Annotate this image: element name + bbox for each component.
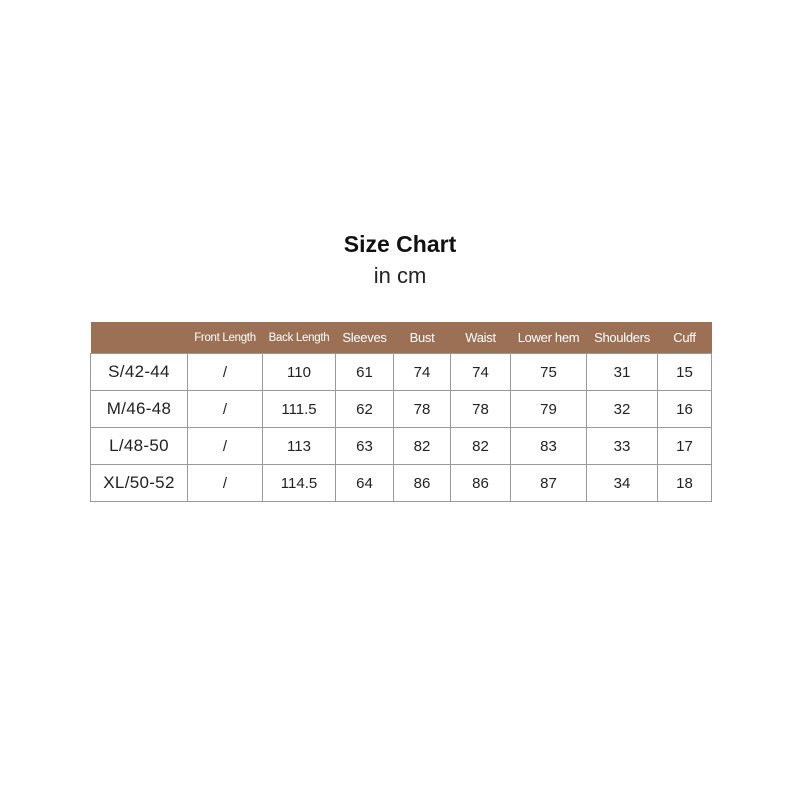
- size-label-cell: S/42-44: [91, 354, 188, 391]
- bust-cell: 74: [394, 354, 451, 391]
- size-label-cell: M/46-48: [91, 391, 188, 428]
- sleeves-cell: 61: [336, 354, 394, 391]
- bust-cell: 86: [394, 465, 451, 502]
- table-row: [91, 465, 712, 502]
- header-size: [91, 322, 188, 354]
- waist-cell: 78: [451, 391, 511, 428]
- size-label-cell: XL/50-52: [91, 465, 188, 502]
- header-bust: Bust: [394, 322, 451, 354]
- shoulders-cell: 31: [587, 354, 658, 391]
- header-front-length: Front Length: [188, 322, 263, 354]
- header-back-length: Back Length: [263, 322, 336, 354]
- header-lower-hem: Lower hem: [511, 322, 587, 354]
- front-length-cell: /: [188, 428, 263, 465]
- size-chart-table: [90, 322, 712, 502]
- back-length-cell: 113: [263, 428, 336, 465]
- waist-cell: 82: [451, 428, 511, 465]
- unit-subtitle: in cm: [373, 263, 427, 288]
- lower-hem-cell: 83: [511, 428, 587, 465]
- header-shoulders: Shoulders: [587, 322, 658, 354]
- header-row: [91, 322, 712, 354]
- front-length-cell: /: [188, 465, 263, 502]
- front-length-cell: /: [188, 391, 263, 428]
- header-sleeves: Sleeves: [336, 322, 394, 354]
- header-waist: Waist: [451, 322, 511, 354]
- table-row: [91, 391, 712, 428]
- shoulders-cell: 32: [587, 391, 658, 428]
- shoulders-cell: 34: [587, 465, 658, 502]
- sleeves-cell: 64: [336, 465, 394, 502]
- lower-hem-cell: 87: [511, 465, 587, 502]
- back-length-cell: 111.5: [263, 391, 336, 428]
- sleeves-cell: 62: [336, 391, 394, 428]
- waist-cell: 86: [451, 465, 511, 502]
- cuff-cell: 15: [658, 354, 712, 391]
- shoulders-cell: 33: [587, 428, 658, 465]
- back-length-cell: 110: [263, 354, 336, 391]
- lower-hem-cell: 79: [511, 391, 587, 428]
- bust-cell: 82: [394, 428, 451, 465]
- front-length-cell: /: [188, 354, 263, 391]
- size-label-cell: L/48-50: [91, 428, 188, 465]
- bust-cell: 78: [394, 391, 451, 428]
- cuff-cell: 18: [658, 465, 712, 502]
- page-title: Size Chart: [343, 231, 457, 257]
- cuff-cell: 17: [658, 428, 712, 465]
- table-row: [91, 354, 712, 391]
- back-length-cell: 114.5: [263, 465, 336, 502]
- lower-hem-cell: 75: [511, 354, 587, 391]
- cuff-cell: 16: [658, 391, 712, 428]
- header-cuff: Cuff: [658, 322, 712, 354]
- sleeves-cell: 63: [336, 428, 394, 465]
- waist-cell: 74: [451, 354, 511, 391]
- table-row: [91, 428, 712, 465]
